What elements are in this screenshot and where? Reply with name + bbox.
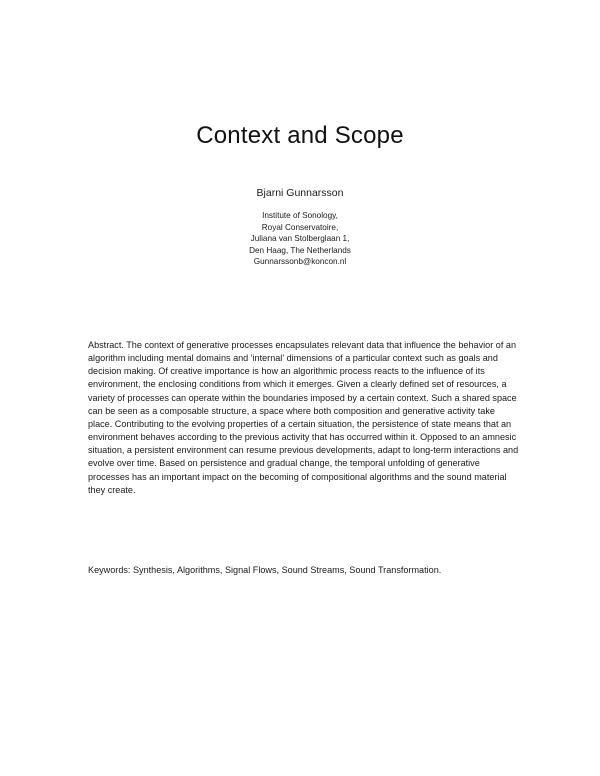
affiliation-block (0, 210, 600, 268)
keywords-line: Keywords: Synthesis, Algorithms, Signal Flows, Sound Streams, Sound Transformation. (88, 565, 442, 575)
affiliation-line: Institute of Sonology, (262, 211, 338, 220)
author-name: Bjarni Gunnarsson (256, 187, 344, 199)
author-email: Gunnarssonb@koncon.nl (253, 257, 347, 266)
affiliation-line: Den Haag, The Netherlands (249, 245, 351, 255)
affiliation-line: Royal Conservatoire, (261, 222, 339, 232)
paper-title: Context and Scope (196, 122, 404, 149)
affiliation-line: Juliana van Stolberglaan 1, (250, 234, 350, 243)
abstract-paragraph: Abstract. The context of generative processes encapsulates relevant data that influence the behavior of an algorithm including mental domains and 'internal' dimensions of a particular context such as goals and decision making. Of creative importance is how an algorithmic process reacts to the influence of its environment, the enclosing conditions from which it emerges. Given a clearly defined set of resources, a variety of processes can operate within the boundaries imposed by a certain context. Such a shared space can be seen as a composable structure, a space where both composition and generative activity take place. Contributing to the evolving properties of a certain situation, the persistence of state means that an environment behaves according to the previous activity that has occurred within it. Opposed to an amnesic situation, a persistent environment can resume previous developments, adapt to long-term interactions and evolve over time. Based on persistence and gradual change, the temporal unfolding of generative processes has an important impact on the becoming of compositional algorithms and the sound material they create. (88, 340, 519, 495)
